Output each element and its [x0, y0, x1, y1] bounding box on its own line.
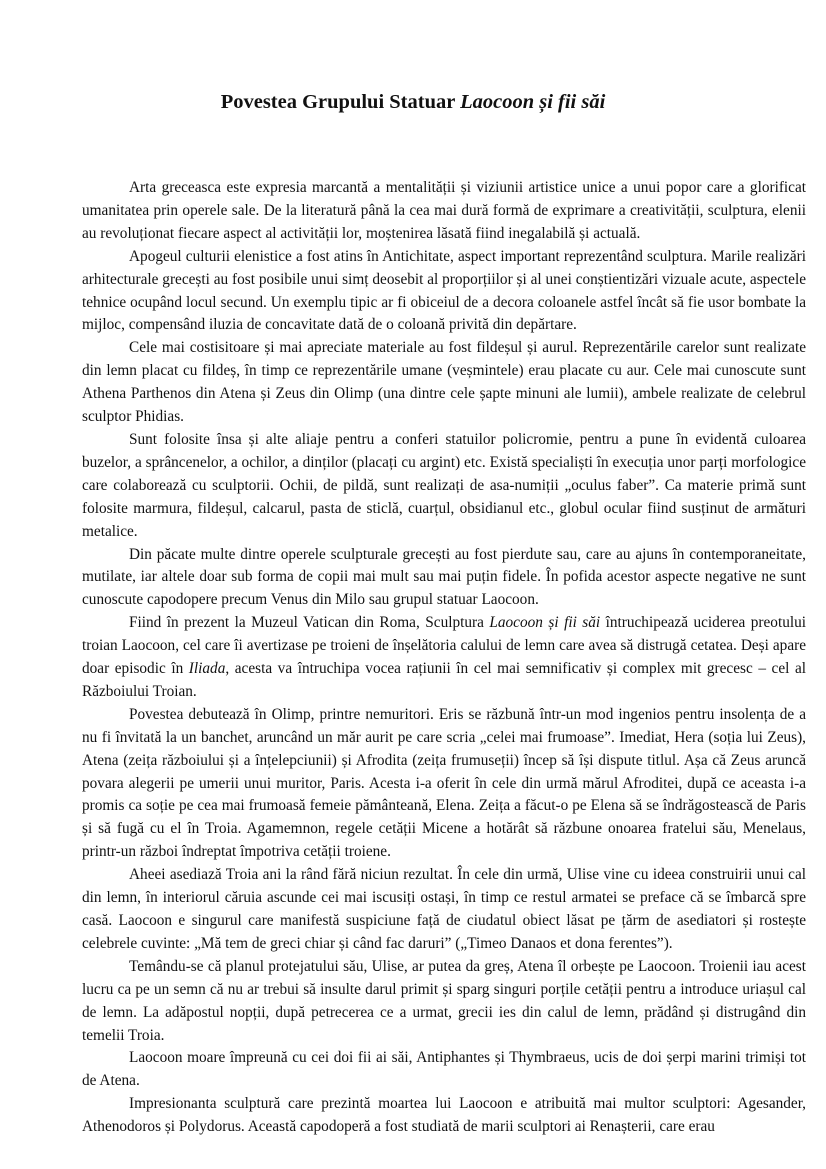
- paragraph-5: Din păcate multe dintre operele sculpturale grecești au fost pierdute sau, care au ajuns în contemporaneitate, mutilate, iar altele doar sub forma de copii mai mult sau mai puțin fidele. În pofida acestor aspecte negative ne sunt cunoscute capodopere precum Venus din Milo sau grupul statuar Laocoon.: [82, 545, 806, 609]
- paragraph-6: [82, 612, 806, 704]
- paragraph-10: Laocoon moare împreună cu cei doi fii ai săi, Antiphantes și Thymbraeus, ucis de doi șerpi marini trimiși tot de Atena.: [82, 1049, 806, 1090]
- paragraph-7: Povestea debutează în Olimp, printre nemuritori. Eris se răzbună într-un mod ingenios pentru insolența de a nu fi învitată la un banchet, aruncând un măr aurit pe care scria „celei mai frumoase”. Imediat, Hera (soția lui Zeus), Atena (zeița războiului și a înțelepciunii) și Afrodita (zeița frumuseții) încep să își dispute titlul. Așa că Zeus aruncă povara alegerii pe umerii unui muritor, Paris. Acesta i-a oferit în cele din urmă mărul Afroditei, după ce aceasta i-a promis ca soție pe cea mai frumoasă femeie pământeană, Elena. Zeița a făcut-o pe Elena să se îndrăgostească de Paris și să fugă cu el în Troia. Agamemnon, regele cetății Micene a hotărât să răzbune onoarea fratelui său, Menelaus, printr-un război îndreptat împotriva cetății troiene.: [82, 705, 806, 861]
- paragraph-9: Temându-se că planul protejatului său, Ulise, ar putea da greș, Atena îl orbește pe Laocoon. Troienii iau acest lucru ca pe un semn că nu ar trebui să insulte darul primit și sparg singuri porțile cetății pentru a introduce uriașul cal de lemn. La adăpostul nopții, după petrecerea ce a urmat, grecii ies din calul de lemn, prădând și distrugând din temelii Troia.: [82, 957, 806, 1044]
- paragraph-11: Impresionanta sculptură care prezintă moartea lui Laocoon e atribuită mai multor sculptori: Agesander, Athenodoros și Polydorus. Această capodoperă a fost studiată de marii sculptori ai Renașterii, care erau: [82, 1095, 806, 1136]
- title-italic: Laocoon și fii săi: [460, 91, 606, 113]
- iliad-title: Iliada: [188, 660, 226, 678]
- paragraph-6-part-3: , acesta va întruchipa vocea rațiunii în cel mai semnificativ și complex mit grecesc – cel al Războiului Troian.: [82, 660, 807, 700]
- title-main: Povestea Grupului Statuar: [220, 91, 461, 113]
- artwork-title: Laocoon și fii săi: [489, 614, 601, 632]
- paragraph-2: Apogeul culturii elenistice a fost atins în Antichitate, aspect important reprezentând sculptura. Marile realizări arhitecturale grecești au fost posibile unui simț deosebit al proporțiilor și al unei conștientizări vizuale acute, aspectele tehnice ocupând locul secund. Un exemplu tipic ar fi obiceiul de a decora coloanele astfel încât să fie usor bombate la mijloc, compensând iluzia de concavitate dată de o coloană privită din depărtare.: [82, 247, 806, 334]
- paragraph-8: Aheei asediază Troia ani la rând fără niciun rezultat. În cele din urmă, Ulise vine cu ideea construirii unui cal din lemn, în interiorul căruia ascunde cei mai iscusiți ostași, în timp ce restul armatei se preface că se îmbarcă spre casă. Laocoon e singurul care manifestă suspiciune față de ciudatul obiect lăsat pe țărm de asediatori și rostește celebrele cuvinte: „Mă tem de greci chiar și când fac daruri” („Timeo Danaos et dona ferentes”).: [82, 866, 806, 952]
- paragraph-4: Sunt folosite însa și alte aliaje pentru a conferi statuilor policromie, pentru a pune în evidentă culoarea buzelor, a sprâncenelor, a ochilor, a dinților (placați cu argint) etc. Există specialiști în execuția unor parți morfologice care colaborează cu sculptorii. Ochii, de pildă, sunt realizați de asa-numiții „oculus faber”. Ca materie primă sunt folosite marmura, fildeșul, calcarul, pasta de sticlă, cuarțul, obsidianul etc., globul ocular fiind susținut de armături metalice.: [82, 430, 806, 540]
- document-body: [82, 177, 806, 1139]
- paragraph-1: Arta greceasca este expresia marcantă a mentalității și viziunii artistice unice a unui popor care a glorificat umanitatea prin operele sale. De la literatură până la cea mai dură formă de exprimare a creativității, sculptura, elenii au revoluționat fiecare aspect al activității lor, moștenirea lăsată fiind inegalabilă și actuală.: [82, 179, 806, 242]
- paragraph-6-part-1: Fiind în prezent la Muzeul Vatican din Roma, Sculptura: [129, 614, 490, 632]
- paragraph-6-part-2: întruchipează uciderea preotului troian Laocoon, cel care îi avertizase pe troieni de înșelătoria calului de lemn care avea să distrugă cetatea. Deși apare doar episodic în: [82, 614, 806, 678]
- page-title: [0, 88, 826, 116]
- paragraph-3: Cele mai costisitoare și mai apreciate materiale au fost fildeșul și aurul. Reprezentările carelor sunt realizate din lemn placat cu fildeș, în timp ce reprezentările umane (veșmintele) erau placate cu aur. Cele mai cunoscute sunt Athena Parthenos din Atena și Zeus din Olimp (una dintre cele șapte minuni ale lumii), ambele realizate de celebrul sculptor Phidias.: [82, 339, 806, 426]
